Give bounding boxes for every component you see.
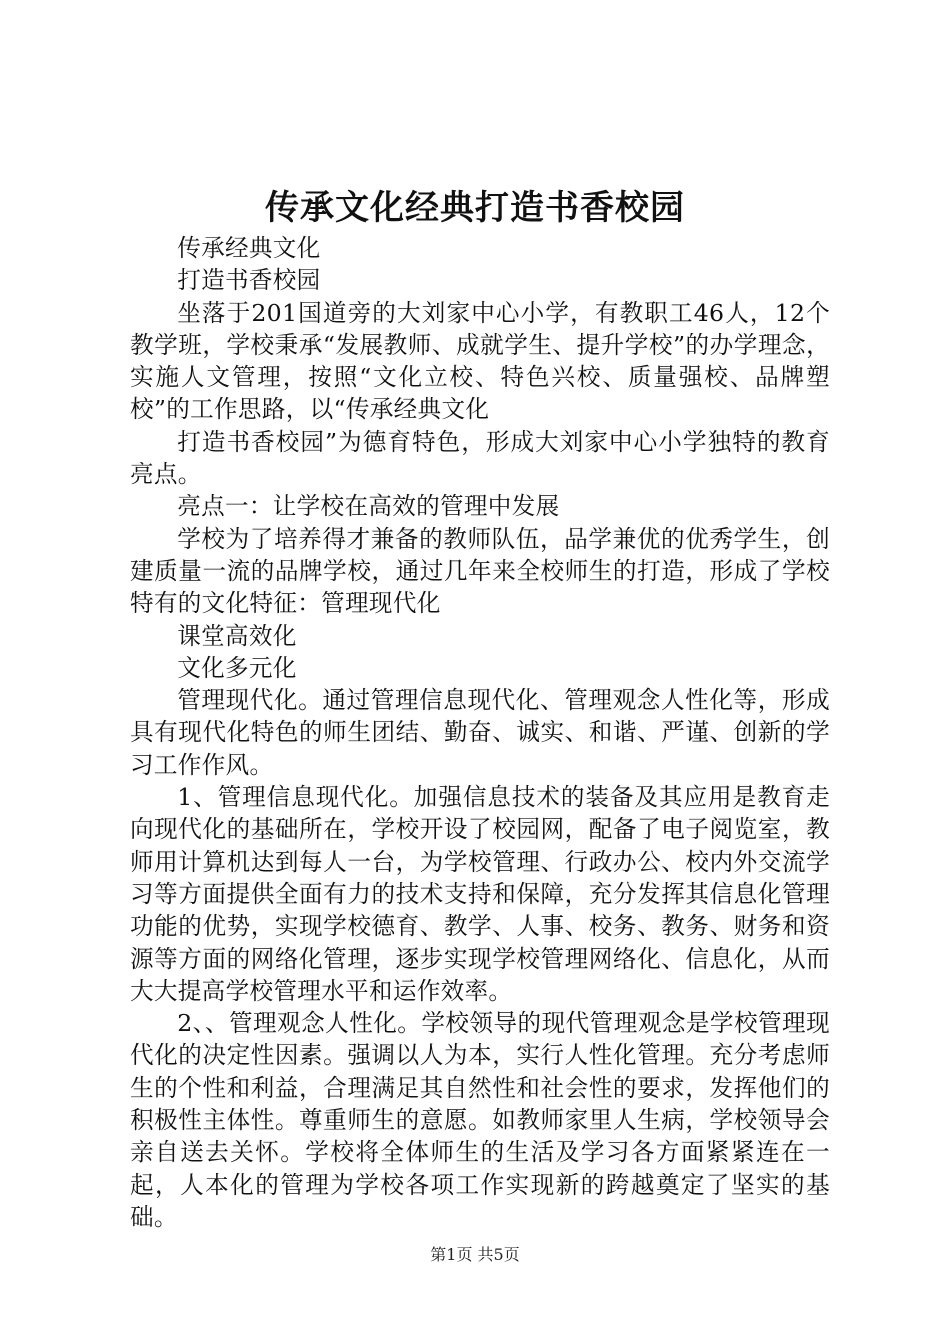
paragraph: 坐落于201国道旁的大刘家中心小学，有教职工46人，12个教学班，学校秉承“发展教师、成就学生、提升学校”的办学理念，实施人文管理，按照“文化立校、特色兴校、质量强校、品牌塑校”的工作思路，以“传承经典文化 [130,298,830,424]
page-number-footer: 第1页 共5页 [430,1245,520,1264]
paragraph: 管理现代化。通过管理信息现代化、管理观念人性化等，形成具有现代化特色的师生团结、勤奋、诚实、和谐、严谨、创新的学习工作作风。 [130,686,830,779]
paragraph: 1、管理信息现代化。加强信息技术的装备及其应用是教育走向现代化的基础所在，学校开设了校园网，配备了电子阅览室，教师用计算机达到每人一台，为学校管理、行政办公、校内外交流学习等方面提供全面有力的技术支持和保障，充分发挥其信息化管理功能的优势，实现学校德育、教学、人事、校务、教务、财务和资源等方面的网络化管理，逐步实现学校管理网络化、信息化，从而大大提高学校管理水平和运作效率。 [130,783,830,1005]
paragraph: 学校为了培养得才兼备的教师队伍，品学兼优的优秀学生，创建质量一流的品牌学校，通过几年来全校师生的打造，形成了学校特有的文化特征：管理现代化 [130,524,830,618]
paragraph: 课堂高效化 [177,621,297,650]
paragraph: 亮点一：让学校在高效的管理中发展 [177,492,560,521]
paragraph: 文化多元化 [177,653,297,682]
paragraph: 2、、管理观念人性化。学校领导的现代管理观念是学校管理现代化的决定性因素。强调以人为本，实行人性化管理。充分考虑师生的个性和利益，合理满足其自然性和社会性的要求，发挥他们的积极性主体性。尊重师生的意愿。如教师家里人生病，学校领导会亲自送去关怀。学校将全体师生的生活及学习各方面紧紧连在一起，人本化的管理为学校各项工作实现新的跨越奠定了坚实的基础。 [130,1009,830,1231]
paragraph: 打造书香校园 [177,266,321,295]
document-title: 传承文化经典打造书香校园 [265,188,685,228]
document-body [130,232,830,1233]
paragraph: 传承经典文化 [177,234,321,262]
paragraph: 打造书香校园”为德育特色，形成大刘家中心小学独特的教育亮点。 [130,427,830,489]
